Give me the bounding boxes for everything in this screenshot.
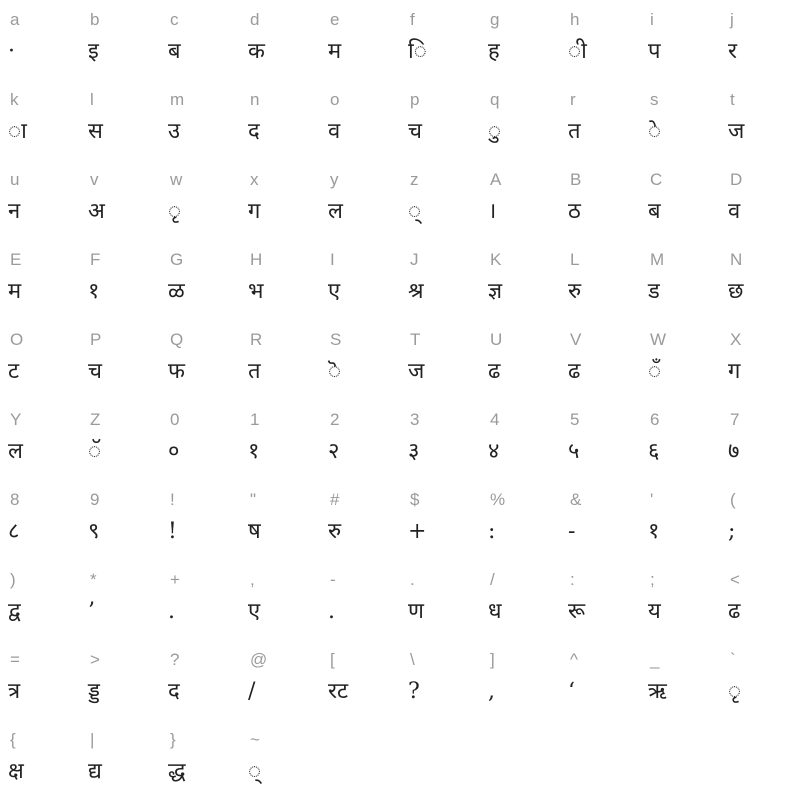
key-label: V	[570, 330, 582, 349]
glyph-sample: ब	[168, 39, 181, 64]
glyph-cell	[160, 320, 240, 400]
key-label: a	[10, 10, 20, 29]
glyph-sample: च	[408, 119, 422, 144]
key-label: ^	[570, 650, 578, 669]
glyph-sample: ा	[8, 119, 27, 144]
glyph-sample: भ	[248, 279, 264, 304]
key-label: i	[650, 10, 654, 29]
key-label: #	[330, 490, 340, 509]
key-label: t	[730, 90, 735, 109]
key-label: -	[330, 570, 336, 589]
glyph-cell	[400, 240, 480, 320]
glyph-cell	[80, 640, 160, 720]
glyph-cell	[80, 400, 160, 480]
glyph-sample: ,	[488, 679, 495, 704]
glyph-cell	[640, 80, 720, 160]
glyph-sample: ज	[408, 359, 425, 384]
glyph-cell	[240, 400, 320, 480]
glyph-sample: ज्ञ	[488, 279, 503, 304]
key-label: ?	[170, 650, 180, 669]
glyph-sample: ग	[248, 199, 261, 224]
key-label: n	[250, 90, 260, 109]
glyph-cell	[560, 640, 640, 720]
glyph-cell	[720, 160, 800, 240]
glyph-sample: ग	[728, 359, 741, 384]
glyph-sample: द्व	[8, 599, 21, 624]
glyph-sample: व	[328, 119, 341, 144]
key-label: (	[730, 490, 736, 509]
key-label: U	[490, 330, 503, 349]
glyph-sample: ॆ	[328, 359, 342, 384]
glyph-sample: छ	[728, 279, 744, 304]
glyph-sample: ८	[8, 519, 20, 544]
key-label: !	[170, 490, 175, 509]
glyph-sample: ;	[728, 519, 736, 544]
key-label: )	[10, 570, 16, 589]
glyph-cell	[0, 80, 80, 160]
glyph-sample: ?	[408, 679, 420, 704]
glyph-cell	[160, 160, 240, 240]
key-label: j	[730, 10, 734, 29]
glyph-sample: ज	[728, 119, 745, 144]
glyph-sample: द्ध	[168, 759, 186, 784]
key-label: \	[410, 650, 415, 669]
key-label: `	[730, 650, 736, 669]
glyph-cell	[640, 480, 720, 560]
glyph-cell	[400, 480, 480, 560]
key-label: 6	[650, 410, 660, 429]
glyph-cell	[80, 80, 160, 160]
glyph-cell	[0, 480, 80, 560]
key-label: R	[250, 330, 263, 349]
glyph-sample: ी	[568, 39, 587, 64]
glyph-cell	[400, 80, 480, 160]
key-label: o	[330, 90, 340, 109]
key-label: F	[90, 250, 101, 269]
glyph-sample: ३	[408, 439, 420, 464]
glyph-sample: ळ	[168, 279, 185, 304]
key-label: e	[330, 10, 340, 29]
glyph-sample: .	[168, 599, 175, 624]
key-label: :	[570, 570, 575, 589]
key-label: J	[410, 250, 419, 269]
glyph-cell	[320, 0, 400, 80]
key-label: Q	[170, 330, 184, 349]
key-label: W	[650, 330, 667, 349]
glyph-cell	[560, 0, 640, 80]
glyph-sample: न	[8, 199, 21, 224]
key-label: u	[10, 170, 20, 189]
glyph-sample: श्र	[408, 279, 424, 304]
key-label: Z	[90, 410, 101, 429]
key-label: =	[10, 650, 20, 669]
glyph-cell	[720, 0, 800, 80]
key-label: d	[250, 10, 260, 29]
glyph-sample: +	[408, 519, 427, 544]
key-label: f	[410, 10, 415, 29]
key-label: v	[90, 170, 99, 189]
glyph-cell	[560, 400, 640, 480]
glyph-cell	[240, 320, 320, 400]
glyph-sample: ढ	[568, 359, 581, 384]
glyph-cell	[480, 320, 560, 400]
glyph-sample: ’	[88, 599, 95, 624]
key-label: w	[170, 170, 183, 189]
glyph-cell	[240, 720, 320, 800]
glyph-cell	[640, 560, 720, 640]
glyph-sample: ल	[8, 439, 23, 464]
glyph-sample: !	[168, 519, 177, 544]
key-label: G	[170, 250, 184, 269]
glyph-sample: ि	[408, 39, 427, 64]
glyph-cell	[160, 480, 240, 560]
glyph-sample: ु	[488, 119, 502, 144]
glyph-sample: ९	[88, 519, 100, 544]
glyph-sample: क्ष	[8, 759, 24, 784]
key-label: .	[410, 570, 415, 589]
glyph-sample: ।	[488, 199, 497, 224]
glyph-cell	[640, 0, 720, 80]
glyph-sample: ऋ	[648, 679, 667, 704]
key-label: s	[650, 90, 659, 109]
key-label: 5	[570, 410, 580, 429]
key-label: I	[330, 250, 335, 269]
glyph-cell	[240, 480, 320, 560]
glyph-cell	[480, 160, 560, 240]
glyph-cell	[240, 640, 320, 720]
glyph-cell	[400, 640, 480, 720]
key-label: '	[650, 490, 654, 509]
glyph-cell	[720, 320, 800, 400]
glyph-cell	[80, 720, 160, 800]
glyph-cell	[0, 720, 80, 800]
glyph-cell	[320, 560, 400, 640]
glyph-sample: ढ	[728, 599, 741, 624]
glyph-sample: द	[168, 679, 180, 704]
glyph-cell	[720, 240, 800, 320]
glyph-sample: ट	[8, 359, 20, 384]
key-label: E	[10, 250, 22, 269]
glyph-sample: म	[328, 39, 342, 64]
glyph-cell	[0, 160, 80, 240]
key-label: T	[410, 330, 421, 349]
glyph-sample: १	[648, 519, 660, 544]
glyph-sample: उ	[168, 119, 181, 144]
key-label: &	[570, 490, 582, 509]
glyph-sample: ·	[8, 39, 15, 64]
glyph-sample: १	[248, 439, 260, 464]
key-label: A	[490, 170, 502, 189]
key-label: }	[170, 730, 176, 749]
glyph-cell	[560, 320, 640, 400]
glyph-cell	[80, 240, 160, 320]
glyph-cell	[720, 400, 800, 480]
key-label: |	[90, 730, 95, 749]
glyph-sample: त	[568, 119, 581, 144]
glyph-sample: रु	[328, 519, 342, 544]
glyph-sample: स	[88, 119, 103, 144]
glyph-cell	[560, 480, 640, 560]
glyph-cell	[160, 640, 240, 720]
key-label: $	[410, 490, 420, 509]
glyph-sample: य	[648, 599, 661, 624]
key-label: 2	[330, 410, 340, 429]
glyph-cell	[320, 240, 400, 320]
glyph-cell	[480, 240, 560, 320]
key-label: c	[170, 10, 179, 29]
glyph-sample: प	[648, 39, 661, 64]
key-label: 1	[250, 410, 260, 429]
key-label: "	[250, 490, 257, 509]
glyph-sample: इ	[88, 39, 99, 64]
key-label: >	[90, 650, 100, 669]
glyph-sample: .	[328, 599, 335, 624]
glyph-cell	[240, 160, 320, 240]
key-label: 8	[10, 490, 20, 509]
key-label: *	[90, 570, 97, 589]
glyph-cell	[480, 480, 560, 560]
glyph-cell	[160, 560, 240, 640]
glyph-cell	[400, 0, 480, 80]
glyph-cell	[560, 240, 640, 320]
glyph-cell	[0, 400, 80, 480]
glyph-sample: ढ	[488, 359, 501, 384]
key-label: 9	[90, 490, 100, 509]
key-label: ]	[490, 650, 495, 669]
glyph-sample: ृ	[168, 199, 182, 224]
glyph-sample: क	[248, 39, 265, 64]
glyph-cell	[640, 240, 720, 320]
key-label: P	[90, 330, 102, 349]
glyph-cell	[240, 240, 320, 320]
glyph-cell	[80, 160, 160, 240]
glyph-sample: ्	[408, 199, 422, 224]
glyph-cell	[400, 400, 480, 480]
glyph-cell	[720, 640, 800, 720]
glyph-sample: ०	[168, 439, 180, 464]
key-label: K	[490, 250, 502, 269]
glyph-cell	[480, 80, 560, 160]
key-label: b	[90, 10, 100, 29]
key-label: [	[330, 650, 335, 669]
glyph-cell	[320, 320, 400, 400]
glyph-sample: ५	[568, 439, 580, 464]
glyph-cell	[320, 80, 400, 160]
glyph-sample: ६	[648, 439, 660, 464]
glyph-sample: ७	[728, 439, 740, 464]
glyph-sample: े	[648, 119, 662, 144]
key-label: @	[250, 650, 268, 669]
key-label: 3	[410, 410, 420, 429]
glyph-cell	[0, 0, 80, 80]
glyph-cell	[400, 320, 480, 400]
glyph-cell	[640, 160, 720, 240]
key-label: 7	[730, 410, 740, 429]
glyph-sample: ध	[488, 599, 502, 624]
glyph-cell	[160, 80, 240, 160]
glyph-cell	[240, 80, 320, 160]
key-label: p	[410, 90, 420, 109]
glyph-cell	[480, 640, 560, 720]
glyph-cell	[480, 400, 560, 480]
key-label: O	[10, 330, 24, 349]
glyph-sample: र	[728, 39, 737, 64]
glyph-sample: द्य	[88, 759, 102, 784]
glyph-sample: ण	[408, 599, 424, 624]
glyph-sample: ड्ड	[88, 679, 100, 704]
glyph-cell	[720, 80, 800, 160]
glyph-sample: ्	[248, 759, 262, 784]
glyph-sample: रु	[568, 279, 582, 304]
key-label: m	[170, 90, 185, 109]
glyph-cell	[0, 320, 80, 400]
glyph-cell	[240, 560, 320, 640]
key-label: L	[570, 250, 580, 269]
key-label: X	[730, 330, 742, 349]
glyph-cell	[720, 480, 800, 560]
key-label: <	[730, 570, 740, 589]
glyph-sample: म	[8, 279, 22, 304]
glyph-cell	[560, 560, 640, 640]
glyph-cell	[320, 400, 400, 480]
key-label: H	[250, 250, 263, 269]
glyph-sample: फ	[168, 359, 185, 384]
glyph-cell	[0, 240, 80, 320]
key-label: {	[10, 730, 16, 749]
key-label: ;	[650, 570, 655, 589]
glyph-sample: रू	[568, 599, 586, 624]
key-label: C	[650, 170, 663, 189]
glyph-sample: ँ	[648, 359, 662, 384]
key-label: N	[730, 250, 743, 269]
glyph-cell	[640, 400, 720, 480]
key-label: y	[330, 170, 339, 189]
key-label: /	[490, 570, 495, 589]
glyph-sample: ए	[328, 279, 341, 304]
key-label: D	[730, 170, 743, 189]
glyph-sample: /	[248, 679, 256, 704]
glyph-sample: रट	[328, 679, 349, 704]
key-label: M	[650, 250, 665, 269]
glyph-sample: द	[248, 119, 260, 144]
glyph-sample: त	[248, 359, 261, 384]
key-label: Y	[10, 410, 22, 429]
key-label: r	[570, 90, 576, 109]
glyph-cell	[0, 640, 80, 720]
glyph-cell	[640, 320, 720, 400]
key-label: q	[490, 90, 500, 109]
glyph-cell	[560, 160, 640, 240]
key-label: B	[570, 170, 582, 189]
glyph-sample: अ	[88, 199, 105, 224]
glyph-cell	[80, 320, 160, 400]
glyph-sample: ह	[488, 39, 500, 64]
glyph-cell	[80, 560, 160, 640]
glyph-cell	[80, 0, 160, 80]
key-label: %	[490, 490, 506, 509]
glyph-sample: ठ	[568, 199, 581, 224]
glyph-cell	[320, 640, 400, 720]
glyph-sample: ४	[488, 439, 500, 464]
glyph-cell	[160, 400, 240, 480]
glyph-cell	[80, 480, 160, 560]
glyph-sample: २	[328, 439, 340, 464]
glyph-sample: ॅ	[88, 439, 102, 464]
glyph-cell	[320, 160, 400, 240]
key-label: z	[410, 170, 419, 189]
glyph-sample: १	[88, 279, 100, 304]
glyph-cell	[560, 80, 640, 160]
glyph-cell	[320, 480, 400, 560]
glyph-cell	[480, 0, 560, 80]
key-label: l	[90, 90, 94, 109]
key-label: h	[570, 10, 580, 29]
key-label: 4	[490, 410, 500, 429]
glyph-sample: ए	[248, 599, 261, 624]
glyph-sample: त्र	[8, 679, 21, 704]
glyph-cell	[400, 160, 480, 240]
glyph-cell	[160, 0, 240, 80]
glyph-cell	[160, 240, 240, 320]
glyph-cell	[640, 640, 720, 720]
glyph-sample: ड	[648, 279, 660, 304]
key-label: x	[250, 170, 259, 189]
glyph-sample: :	[488, 519, 496, 544]
glyph-sample: ृ	[728, 679, 742, 704]
glyph-cell	[160, 720, 240, 800]
key-label: +	[170, 570, 180, 589]
glyph-cell	[480, 560, 560, 640]
glyph-cell	[400, 560, 480, 640]
glyph-sample: ष	[248, 519, 261, 544]
key-label: 0	[170, 410, 180, 429]
glyph-sample: ब	[648, 199, 661, 224]
glyph-sample: ‘	[568, 679, 575, 704]
glyph-sample: ल	[328, 199, 343, 224]
key-label: k	[10, 90, 19, 109]
glyph-cell	[240, 0, 320, 80]
key-label: S	[330, 330, 342, 349]
glyph-cell	[720, 560, 800, 640]
key-label: ,	[250, 570, 255, 589]
key-label: _	[650, 650, 660, 669]
glyph-sample: -	[568, 519, 576, 544]
glyph-sample: च	[88, 359, 102, 384]
key-label: g	[490, 10, 500, 29]
key-label: ~	[250, 730, 260, 749]
glyph-cell	[0, 560, 80, 640]
glyph-sample: व	[728, 199, 741, 224]
